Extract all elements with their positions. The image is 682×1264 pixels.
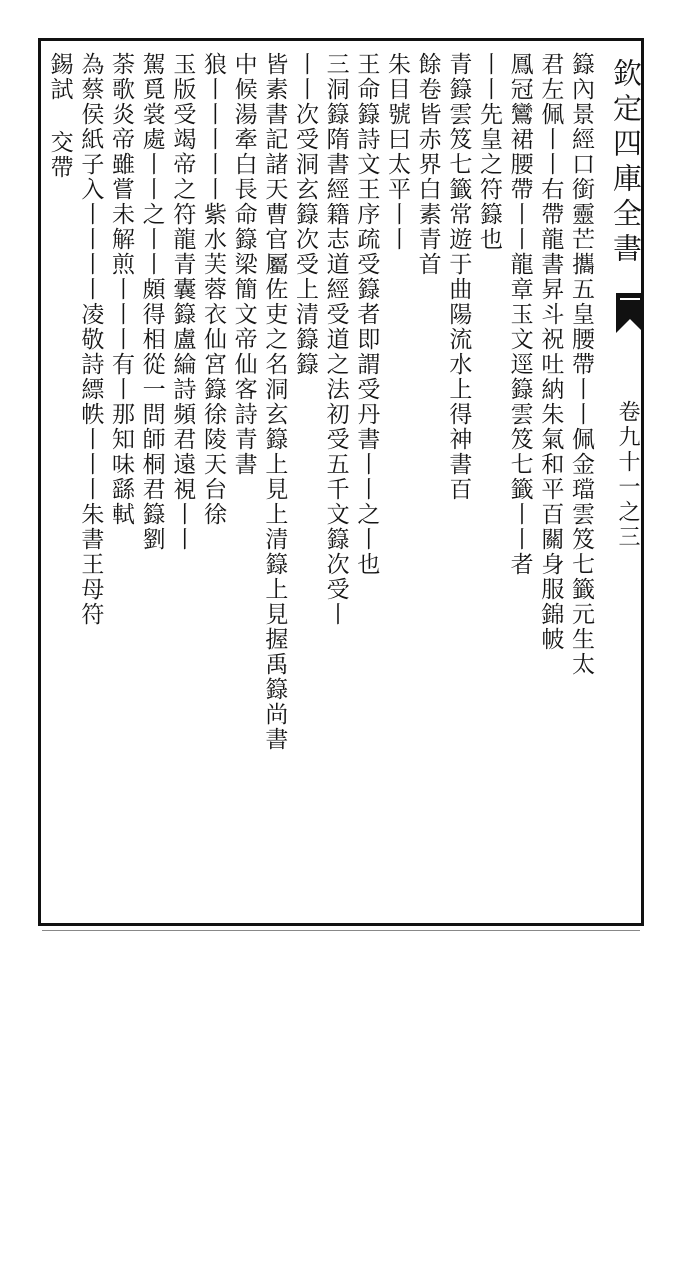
text-column: 籙內景經口銜靈芒攜五皇腰帶丨丨佩金璫雲笈七籤元生太 (567, 52, 594, 677)
volume-label: 卷九十一之三 (615, 400, 640, 550)
text-column: 玉版受竭帝之符龍青囊籙盧綸詩頻君遠視丨丨 (169, 52, 196, 552)
text-column: 青籙雲笈七籤常遊于曲陽流水上得神書百 (445, 52, 472, 502)
text-column: 君左佩丨丨右帶龍書昇斗祝吐納朱氣和平百關身服錦帔 (537, 52, 564, 652)
text-column: 荼歌炎帝雖嘗未解煎丨丨丨有丨那知味繇軾 (107, 52, 134, 527)
text-column: 皆素書記諸天曹官屬佐吏之名洞玄籙上見上清籙上見握禹籙尚書 (261, 52, 288, 752)
text-column: 朱目號曰太平丨丨 (383, 52, 410, 252)
text-column: 錫試 交帶 (46, 52, 73, 180)
text-column: 王命籙詩文王序疏受籙者即謂受丹書丨丨之丨也 (353, 52, 380, 577)
text-column: 丨丨次受洞玄籙次受上清籙籙 (291, 52, 318, 377)
text-column: 丨丨先皇之符籙也 (475, 52, 502, 252)
text-column: 狼丨丨丨丨丨紫水芙蓉衣仙宮籙徐陵天台徐 (199, 52, 226, 527)
text-column: 中候湯牽白長命籙梁簡文帝仙客詩青書 (230, 52, 257, 477)
fish-tail-mark-icon (616, 293, 644, 333)
text-column: 三洞籙隋書經籍志道經受道之法初受五千文籙次受丨 (322, 52, 349, 627)
text-column: 餘卷皆赤界白素青首 (414, 52, 441, 277)
text-column: 為蔡侯紙子入丨丨丨丨凌敬詩縹帙丨丨丨朱書王母符 (77, 52, 104, 627)
text-column: 駕覓裳處丨丨之丨丨頗得相從一問師桐君籙劉 (138, 52, 165, 552)
text-column: 鳳冠鸞裙腰帶丨丨龍章玉文逕籙雲笈七籤丨丨者 (506, 52, 533, 577)
page-bottom-edge (42, 930, 640, 931)
book-title: 欽定四庫全書 (609, 58, 643, 268)
